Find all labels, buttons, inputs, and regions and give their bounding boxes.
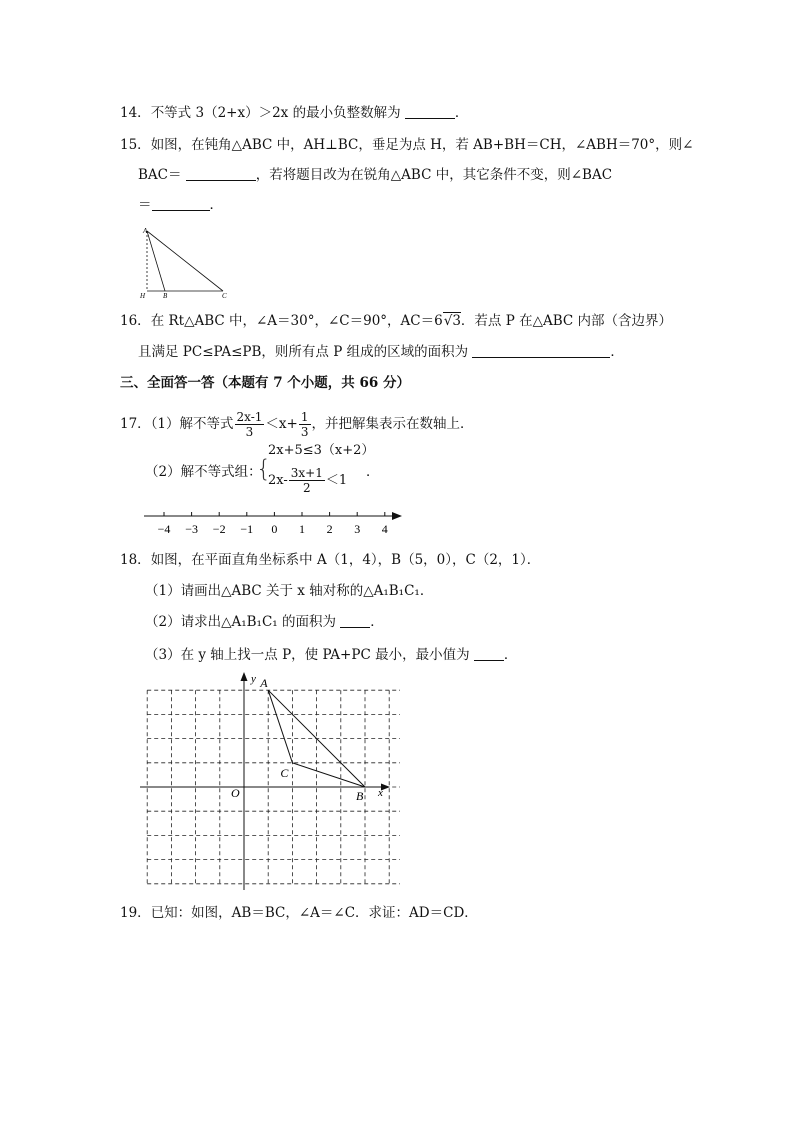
q17-p1-label: （1）解不等式 bbox=[150, 416, 234, 432]
fig15-label-a: A bbox=[143, 227, 148, 235]
q17-sys-frac-numerator: 3x+1 bbox=[290, 466, 323, 480]
segment-ab bbox=[147, 231, 165, 291]
q17-fraction-1 bbox=[235, 410, 265, 439]
q17-system-line1: 2x+5≤3（x+2） bbox=[268, 443, 375, 458]
q17-p2-label: （2）解不等式组： bbox=[145, 464, 262, 480]
q19-text: 已知：如图，AB＝BC，∠A＝∠C．求证：AD＝CD． bbox=[150, 905, 478, 921]
q17-p1-mid: ＜x+ bbox=[265, 416, 298, 432]
number-line bbox=[140, 505, 405, 540]
question-15-line1 bbox=[120, 135, 693, 155]
q15-answer-blank-1[interactable] bbox=[186, 166, 256, 181]
question-14 bbox=[120, 103, 468, 123]
q17-frac1-denominator: 3 bbox=[245, 425, 254, 439]
y-axis-arrow bbox=[241, 672, 248, 681]
q18-p3-end: ． bbox=[503, 647, 518, 663]
section-3-title: 三、全面答一答（本题有 7 个小题，共 66 分） bbox=[120, 375, 410, 391]
q17-sys2-start: 2x- bbox=[268, 473, 288, 488]
q15-number: 15． bbox=[120, 137, 151, 153]
q18-part3 bbox=[145, 645, 517, 665]
system-brace: { bbox=[256, 455, 272, 483]
q18-p3-blank[interactable] bbox=[474, 646, 504, 661]
q17-frac2-numerator: 1 bbox=[300, 410, 309, 424]
point-b-label: B bbox=[356, 789, 364, 803]
q16-answer-blank[interactable] bbox=[472, 343, 610, 358]
number-line-tick-label: −2 bbox=[212, 522, 226, 536]
fig15-label-c: C bbox=[222, 292, 227, 300]
q18-p2-blank[interactable] bbox=[340, 613, 370, 628]
question-15-line2 bbox=[138, 165, 612, 185]
q15-text-2a: BAC＝ bbox=[138, 167, 182, 183]
number-line-tick-label: 2 bbox=[326, 522, 333, 536]
q17-number: 17． bbox=[120, 416, 151, 432]
fig15-label-b: B bbox=[163, 292, 168, 300]
y-axis-label: y bbox=[251, 673, 256, 685]
q16-text-2b: ． bbox=[610, 344, 624, 360]
q14-answer-blank[interactable] bbox=[405, 104, 455, 119]
q16-sqrt-value: 3 bbox=[452, 313, 461, 329]
q15-text-1: 如图，在钝角△ABC 中，AH⊥BC，垂足为点 H，若 AB+BH＝CH，∠ABH＝70°，则∠ bbox=[150, 137, 694, 153]
q14-number: 14． bbox=[120, 105, 151, 121]
x-axis-label: x bbox=[378, 787, 383, 799]
question-15-line3 bbox=[138, 195, 223, 215]
q16-number: 16． bbox=[120, 313, 151, 329]
q16-text-1b: ．若点 P 在△ABC 内部（含边界） bbox=[460, 313, 673, 329]
q18-text: 如图，在平面直角坐标系中 A（1，4），B（5，0），C（2，1）． bbox=[150, 552, 541, 568]
number-line-tick-label: −4 bbox=[157, 522, 171, 536]
question-19 bbox=[120, 903, 478, 923]
q18-number: 18． bbox=[120, 552, 151, 568]
q18-p3-text: （3）在 y 轴上找一点 P，使 PA+PC 最小，最小值为 bbox=[145, 647, 470, 663]
fig15-label-h: H bbox=[140, 292, 146, 300]
q18-p2-end: ． bbox=[370, 614, 384, 630]
q15-text-3b: ． bbox=[209, 197, 223, 213]
question-17-part1 bbox=[120, 410, 474, 439]
q16-text-1a: 在 Rt△ABC 中，∠A＝30°，∠C＝90°，AC＝6 bbox=[150, 313, 443, 329]
number-line-tick-label: 3 bbox=[354, 522, 361, 536]
q16-sqrt: √3 bbox=[443, 313, 461, 329]
number-line-tick-label: 4 bbox=[381, 522, 388, 536]
q16-text-2a: 且满足 PC≤PA≤PB，则所有点 P 组成的区域的面积为 bbox=[138, 344, 469, 360]
q18-part1: （1）请画出△ABC 关于 x 轴对称的△A₁B₁C₁． bbox=[145, 583, 434, 599]
q18-part2 bbox=[145, 612, 384, 632]
number-line-tick-label: −1 bbox=[240, 522, 254, 536]
q17-system-period: ． bbox=[366, 464, 380, 480]
question-16-line1 bbox=[120, 311, 672, 331]
q15-text-3a: ＝ bbox=[138, 197, 152, 213]
q17-sys-frac-denominator: 2 bbox=[303, 481, 311, 495]
question-16-line2 bbox=[138, 342, 624, 362]
point-a-label: A bbox=[260, 676, 268, 691]
q15-triangle-figure bbox=[135, 225, 235, 300]
point-c-label: C bbox=[280, 765, 289, 780]
q14-text: 不等式 3（2+x）＞2x 的最小负整数解为 bbox=[150, 105, 401, 121]
q17-sys2-end: ＜1 bbox=[325, 473, 348, 488]
q15-text-2b: ，若将题目改为在锐角△ABC 中，其它条件不变，则∠BAC bbox=[255, 167, 613, 183]
q17-frac1-numerator: 2x-1 bbox=[236, 410, 263, 424]
number-line-tick-label: 1 bbox=[299, 522, 305, 536]
number-line-arrow bbox=[392, 512, 402, 520]
number-line-tick-label: −3 bbox=[185, 522, 198, 536]
coordinate-grid bbox=[140, 670, 400, 900]
q15-answer-blank-2[interactable] bbox=[152, 196, 210, 211]
q17-system-line2 bbox=[268, 466, 347, 495]
q17-frac2-denominator: 3 bbox=[300, 425, 309, 439]
q17-p1-end: ，并把解集表示在数轴上． bbox=[311, 416, 474, 432]
segment-ac bbox=[147, 231, 223, 291]
q19-number: 19． bbox=[120, 905, 151, 921]
number-line-tick-label: 0 bbox=[271, 522, 278, 536]
question-18-line1 bbox=[120, 550, 540, 570]
q17-sys-fraction bbox=[289, 466, 325, 495]
q14-period: ． bbox=[454, 105, 469, 121]
q17-fraction-2 bbox=[299, 410, 311, 439]
origin-label: O bbox=[231, 786, 240, 800]
q18-p2-text: （2）请求出△A₁B₁C₁ 的面积为 bbox=[145, 614, 336, 630]
